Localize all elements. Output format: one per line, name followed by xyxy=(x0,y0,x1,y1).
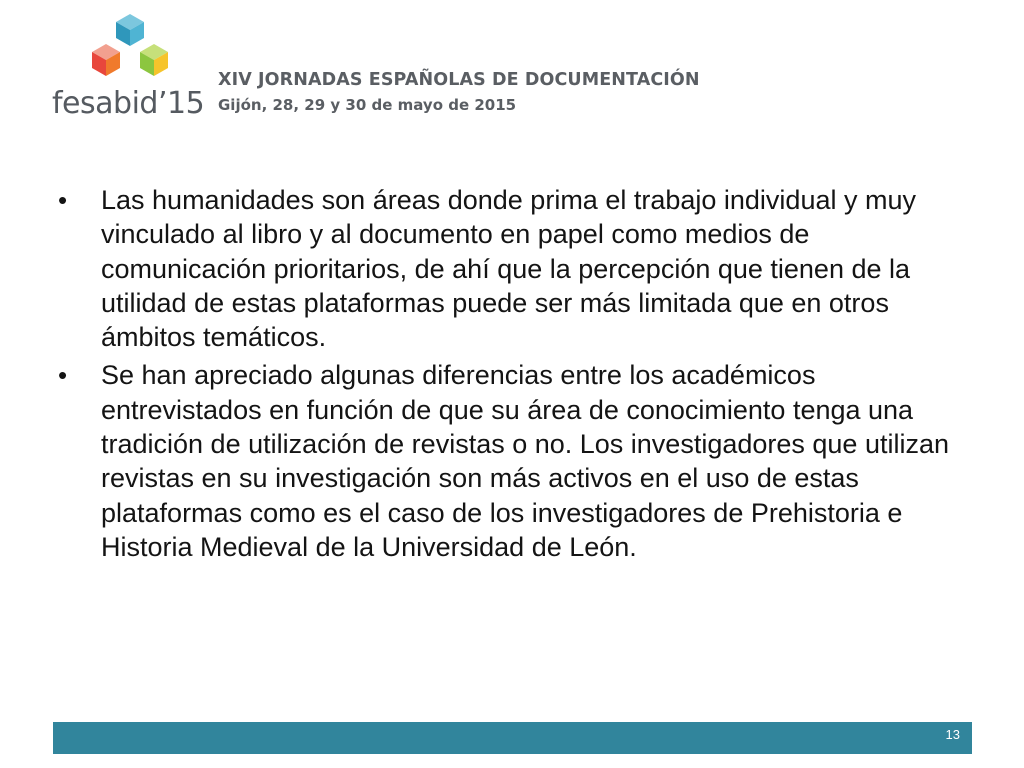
event-title: XIV JORNADAS ESPAÑOLAS DE DOCUMENTACIÓN xyxy=(218,70,700,90)
page-number: 13 xyxy=(945,727,960,742)
bullet-text: Las humanidades son áreas donde prima el trabajo individual y muy vinculado al libro y al documento en papel como medios de comunicación prioritarios, de ahí que la percepción que tienen de la utilidad de estas plataformas puede ser más limitada que en otros ámbitos temáticos. xyxy=(101,185,916,353)
bullet-list xyxy=(58,183,963,568)
fesabid-logo-icon xyxy=(80,10,180,90)
bullet-item xyxy=(58,183,963,354)
footer-bar xyxy=(53,722,972,754)
bullet-item xyxy=(58,358,963,564)
header xyxy=(40,8,700,121)
bullet-icon: • xyxy=(58,360,68,391)
logo-wordmark: fesabid’15 xyxy=(52,86,205,121)
bullet-icon: • xyxy=(58,185,68,215)
event-date: Gijón, 28, 29 y 30 de mayo de 2015 xyxy=(218,96,517,114)
bullet-text: Se han apreciado algunas diferencias entre los académicos entrevistados en función de que su área de conocimiento tenga una tradición de utilización de revistas o no. Los investigadores que utilizan revistas en su investigación son más activos en el uso de estas plataformas como es el caso de los investigadores de Prehistoria e Historia Medieval de la Universidad de León. xyxy=(101,360,949,562)
